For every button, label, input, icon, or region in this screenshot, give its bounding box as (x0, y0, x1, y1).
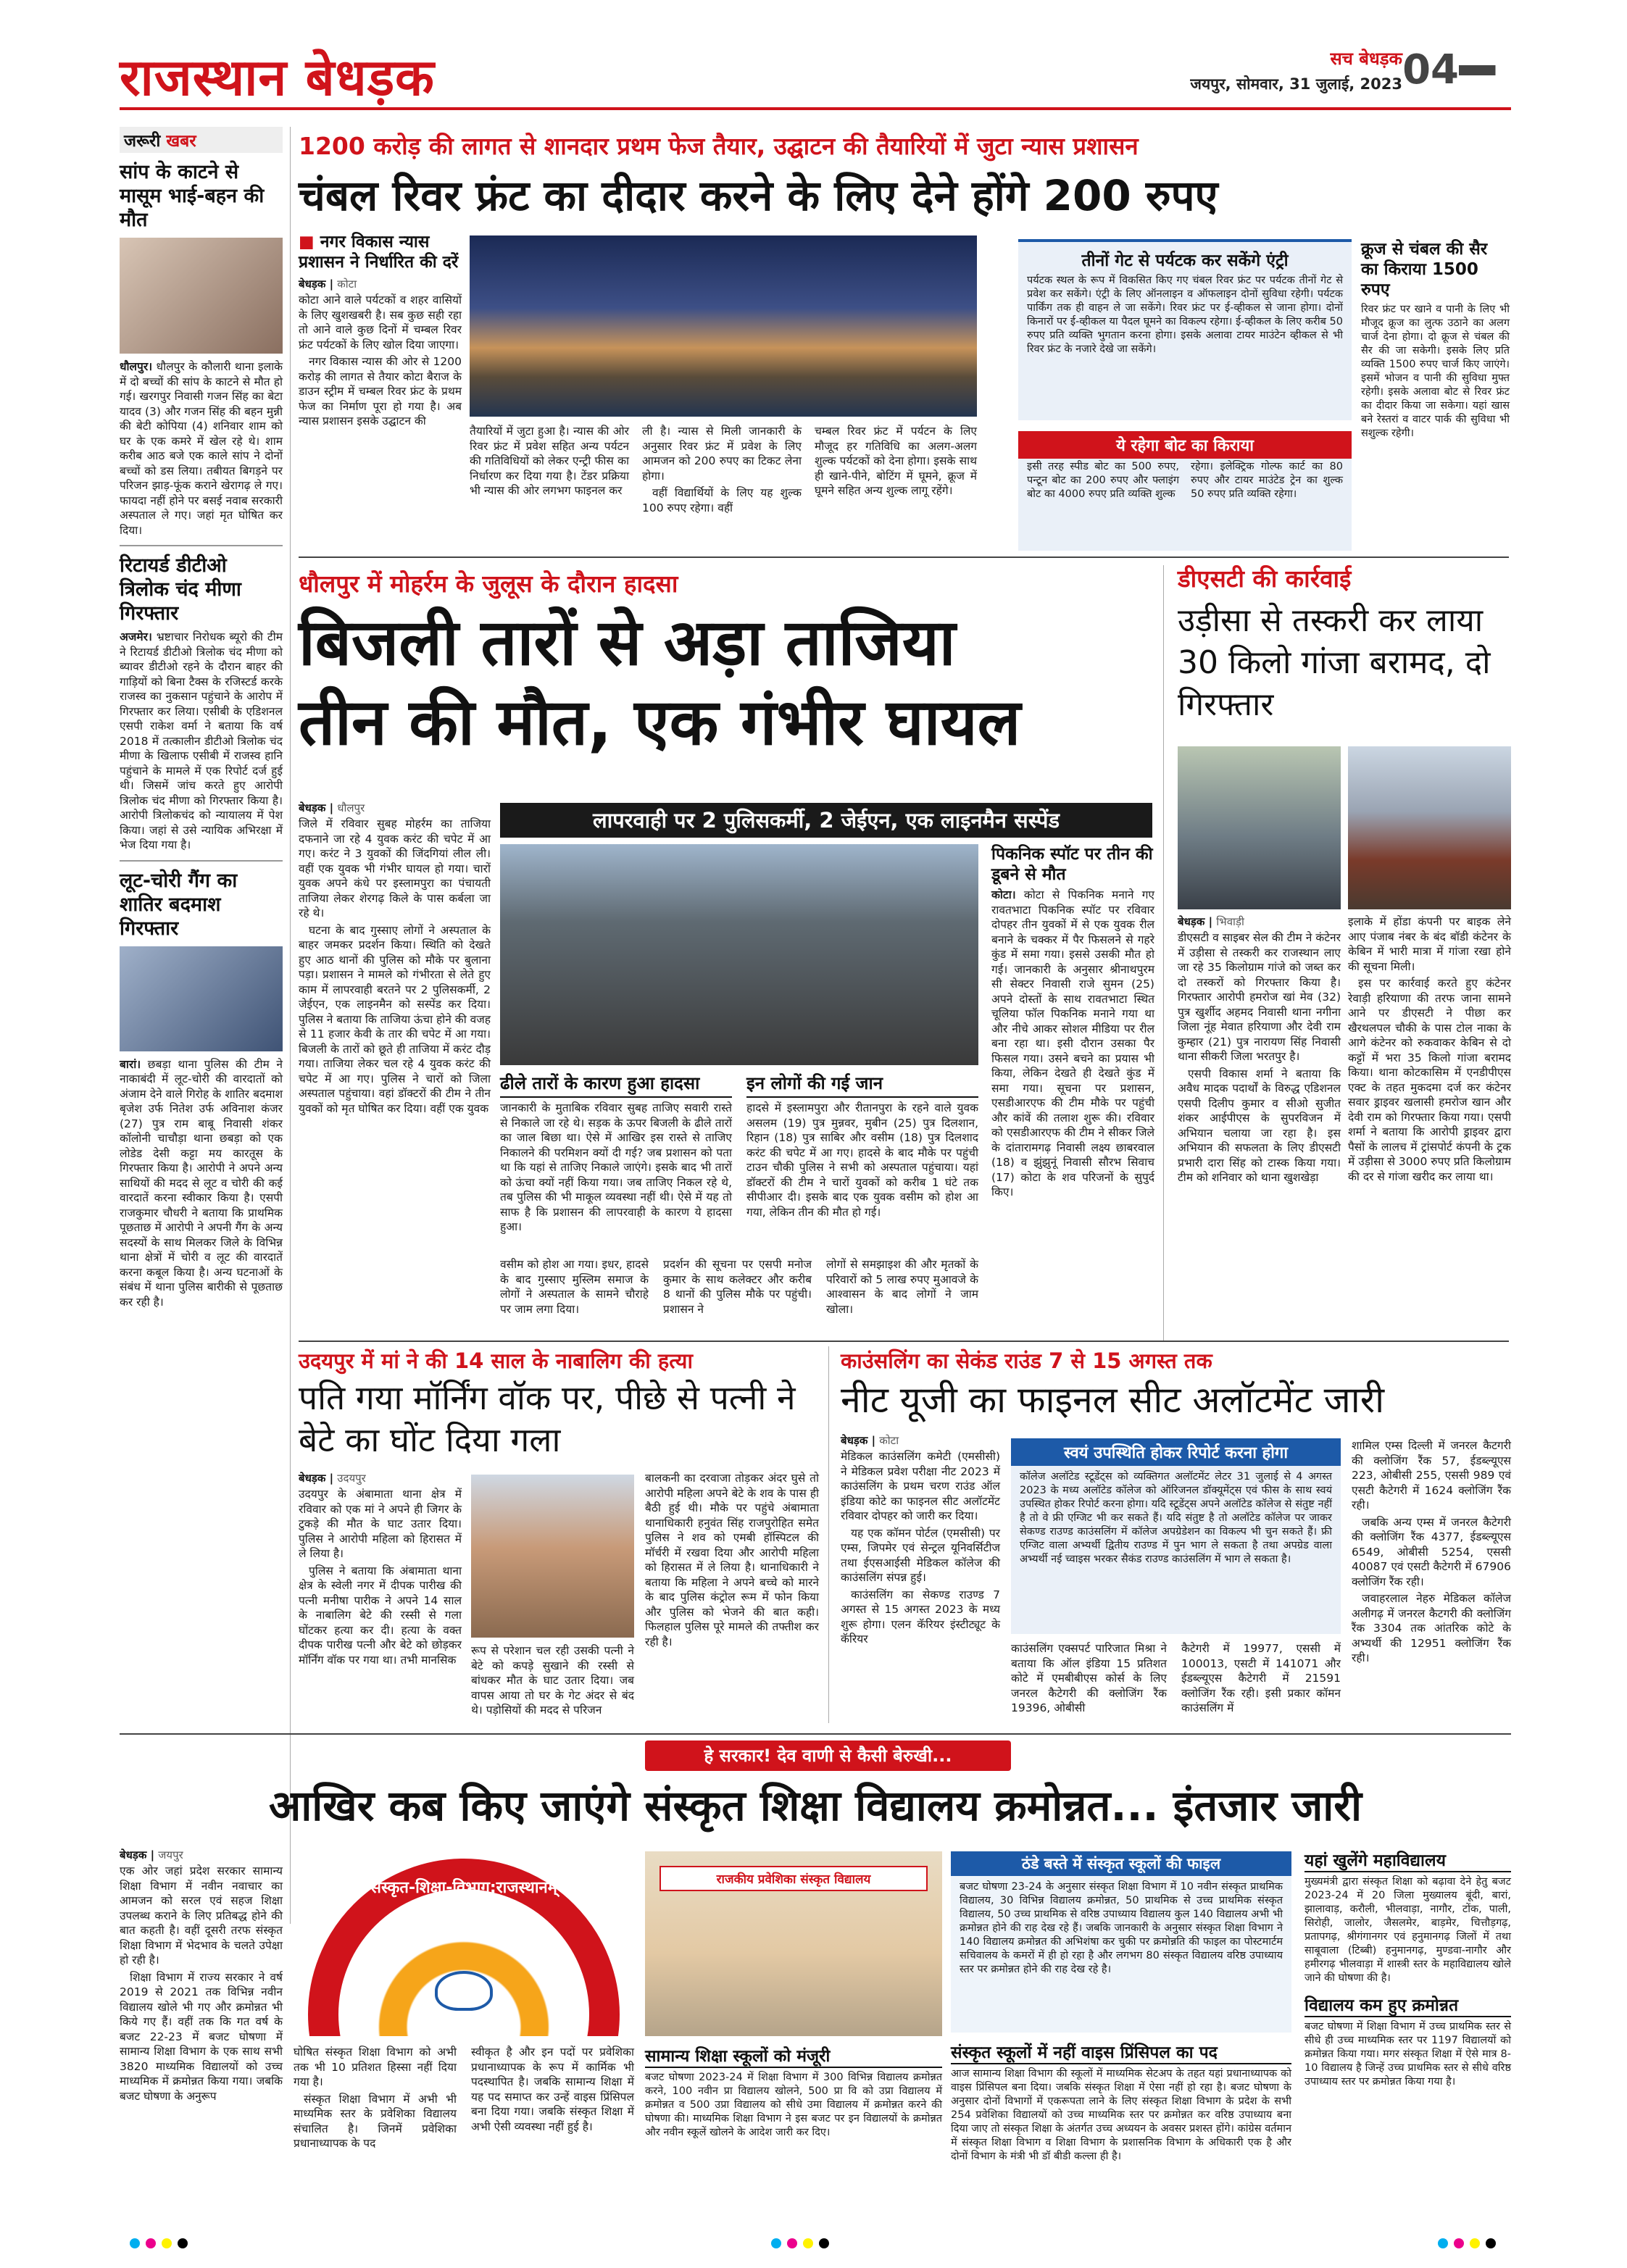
registration-dot (162, 2238, 172, 2248)
story2-side-text: कोटा से पिकनिक मनाने गए रावतभाटा पिकनिक स्पॉट पर रविवार दोपहर तीन युवकों में से एक युवक रील बनाने के चक्कर में पैर फिसलने से गहरे कुंड में समा गया। इससे उसकी मौत हो गई। जानकारी के अनुसार श्रीनाथपुरम सी सेक्टर निवासी राजे सुमन (25) अपने दोस्तों के साथ रावतभाटा स्थित चूलिया फॉल पिकनिक मनाने गया था और नीचे आकर सोशल मीडिया पर रील बना रहा था। इसी दौरान उसका पैर फिसल गया। उसने बचने का प्रयास भी किया, लेकिन देखते ही देखते कुंड में समा गया। सूचना पर प्रशासन, एसडीआरएफ की टीम मौके पर पहुंची और कांवें की तलाश शुरू की। रविवार को एसडीआरएफ की टीम ने सीकर जिले के दांतारामगढ़ निवासी लक्ष्य छाबरवाल (18) व झुंझुनूं निवासी सौरभ सिवाच (17) कोटा के शव परिजनों के सुपुर्द किए। (991, 888, 1154, 1198)
story2-headline-l2: तीन की मौत, एक गंभीर घायल (299, 685, 1021, 759)
story6-side-b-title: विद्यालय कम हुए क्रमोन्नत (1304, 1993, 1511, 2017)
story3-kicker: डीएसटी की कार्रवाई (1178, 564, 1352, 593)
masthead-tagline: सच बेधड़क (1330, 49, 1402, 69)
story2-b1: वसीम को होश आ गया। इधर, हादसे के बाद गुस्साए मुस्लिम समाज के लोगों ने अस्पताल के सामने चौराहे पर जाम लगा दिया। (500, 1258, 649, 1316)
sidebar-label-a: जरूरी (124, 132, 161, 151)
masthead (120, 43, 1511, 112)
story3-photo-truck (1348, 746, 1511, 909)
story2-sidebox (991, 844, 1154, 1202)
story2-side-place: कोटा। (991, 888, 1016, 901)
sidebar-story2-title: रिटायर्ड डीटीओ त्रिलोक चंद मीणा गिरफ्तार (120, 554, 241, 625)
sanskrit-logo-text: संस्कृत-शिक्षा-विभाग:राजस्थानम् (370, 1879, 557, 1897)
story2-sub1-title: ढीले तारों के कारण हुआ हादसा (500, 1071, 732, 1098)
story5-col-b1 (1011, 1641, 1167, 1718)
masthead-rule (120, 107, 1511, 110)
story2-sub2-body: हादसे में इस्लामपुरा और रीतानपुरा के रहने वाले युवक असलम (19) पुत्र मुन्नवर, मुबीन (25) पुत्र दिलशान, रिहान (18) पुत्र साबिर और वसीम (18) पुत्र दिलशाद करंट की चपेट में आ गए। हादसे के बाद मौके पर पहुंची टाउन चौकी पुलिस ने सभी को अस्पताल पहुंचाया। यहां डॉक्टरों की टीम ने चारों युवकों को करीब 1 घंटे तक सीपीआर दी। इसके बाद एक युवक वसीम को होश आ गया, लेकिन तीन की मौत हो गई। (746, 1101, 978, 1219)
story1-col4 (815, 424, 977, 501)
story2-col1 (299, 801, 491, 1118)
story4-p4: बालकनी का दरवाजा तोड़कर अंदर घुसे तो आरोपी महिला अपने बेटे के शव के पास ही बैठी हुई थी। मौके पर पहुंचे अंबामाता थानाधिकारी हनुवंत सिंह राजपुरोहित समेत पुलिस ने शव को एमबी हॉस्पिटल की मॉर्चरी में रखवा दिया और आरोपी महिला को हिरासत में ले लिया है। थानाधिकारी ने बताया कि महिला ने अपने बच्चे को मारने के बाद पुलिस कंट्रोल रूम में फोन किया और पुलिस को भेजने की बात कही। फिलहाल पुलिस पूरे मामले की तफ्तीश कर रही है। (645, 1472, 819, 1648)
story3-photo-arrest (1178, 746, 1341, 909)
story2-dateline: बेधड़क | धौलपुर (299, 801, 365, 814)
story6-top-rule (120, 1733, 1511, 1735)
story2-col-b1 (500, 1257, 649, 1319)
story1-box1 (1018, 239, 1352, 420)
story1-place: कोटा (337, 278, 357, 291)
story2-side-body (991, 888, 1154, 1200)
school-photo (645, 1851, 942, 2036)
registration-dot (1454, 2238, 1464, 2248)
story5-p8: जवाहरलाल नेहरु मेडिकल कॉलेज अलीगढ़ में जनरल कैटगरी की क्लोजिंग रैंक 3304 तक आंतरिक कोटे के अभ्यर्थी की 12951 क्लोजिंग रैंक रही। (1352, 1592, 1511, 1664)
story2-b2: प्रदर्शन की सूचना पर एसपी मनोज कुमार के साथ कलेक्टर और करीब 8 थानों की पुलिस मौके पर पहुंची। प्रशासन ने (663, 1258, 812, 1316)
sidebar-story3-body (120, 1057, 283, 1310)
story6-p3: घोषित संस्कृत शिक्षा विभाग को अभी तक भी 10 प्रतिशत हिस्सा नहीं दिया गया है। (294, 2046, 457, 2088)
story1-deck-text: नगर विकास न्यास प्रशासन ने निर्धारित की दरें (299, 233, 459, 272)
story4-house-photo (471, 1475, 634, 1638)
story3-p1: डीएसटी व साइबर सेल की टीम ने कंटेनर में उड़ीसा से तस्करी कर राजस्थान लाए जा रहे 35 किलोग्राम गांजे को जब्त कर दो तस्करों को गिरफ्तार किया है। गिरफ्तार आरोपी हमरोज खां मेव (32) पुत्र खुर्शीद अहमद निवासी थाना नगीना जिला नूंह मेवात हरियाणा और देवी राम कुम्हार (21) पुत्र नारायण सिंह निवासी थाना सीकरी जिला भरतपुर है। (1178, 931, 1341, 1063)
story6-side-a-title: यहां खुलेंगे महाविद्यालय (1304, 1848, 1511, 1872)
sidebar-column-rule (290, 127, 291, 1924)
story2-banner: लापरवाही पर 2 पुलिसकर्मी, 2 जेईएन, एक लाइनमैन सस्पेंड (500, 803, 1152, 838)
sidebar-story3-text: छबड़ा थाना पुलिस की टीम ने नाकाबंदी में लूट-चोरी की वारदातों को अंजाम देने वाले गिरोह के शातिर बदमाश बृजेश उर्फ नितेश उर्फ अविनाश कंजर (27) पुत्र राम बाबू निवासी शंकर कॉलोनी चाचौड़ा थाना छबड़ा को एक लोडेड देसी कट्टा मय कारतूस के गिरफ्तार किया है। आरोपी ने अपने अन्य साथियों की मदद से लूट व चोरी की कई वारदातें करना स्वीकार किया है। एसपी राजकुमार चौधरी ने बताया कि प्राथमिक पूछताछ में आरोपी ने अपनी गैंग के अन्य सदस्यों के साथ मिलकर जिले के विभिन्न थाना क्षेत्रों में चोरी व लूट की वारदातें करना कबूल किया है। अन्य घटनाओं के संबंध में थाना पुलिस बारीकी से पूछताछ कर रही है। (120, 1057, 283, 1309)
story4-p3: रूप से परेशान चल रही उसकी पत्नी ने बेटे को कपड़े सुखाने की रस्सी से बांधकर मौत के घाट उतार दिया। जब वापस आया तो घर के गेट अंदर से बंद थे। पड़ोसियों की मदद से परिजन (471, 1644, 634, 1717)
story4-story5-rule (828, 1346, 829, 1723)
story4-dateline: बेधड़क | उदयपुर (299, 1472, 366, 1485)
story2-crowd-photo (500, 844, 978, 1065)
sidebar-story3-title: लूट-चोरी गैंग का शातिर बदमाश गिरफ्तार (120, 869, 238, 940)
story6-side-b-body: बजट घोषणा में शिक्षा विभाग में उच्च प्राथमिक स्तर से सीधे ही उच्च माध्यमिक स्तर पर 1197 विद्यालयों को क्रमोन्नत किया गया। मगर संस्कृत शिक्षा में ऐसे मात्र 8-10 विद्यालय है जिन्हें उच्च प्राथमिक स्तर से सीधे वरिष्ठ उपाध्याय स्तर पर क्रमोन्नत किया गया है। (1304, 2021, 1511, 2088)
story2-sub1-body: जानकारी के मुताबिक रविवार सुबह ताजिए सवारी रास्ते से निकाले जा रहे थे। सड़क के ऊपर बिजली के ढीले तारों का जाल बिछा था। ऐसे में आखिर इस रास्ते से ताजिए निकालने की परमिशन क्यों दी गई? जब प्रशासन को पता था कि यहां से ताजिए निकाले जाएंगे। इसके बाद भी तारों को ऊंचा क्यों नहीं किया गया। जब ताजिए निकल रहे थे, तब पुलिस की भी माकूल व्यवस्था नहीं थी। ऐसे में यह तो साफ है कि प्रशासन की लापरवाही के कारण ये हादसा हुआ। (500, 1101, 732, 1233)
sidebar-label (120, 127, 283, 153)
story5-p4: काउंसलिंग एक्सपर्ट पारिजात मिश्रा ने बताया कि ऑल इंडिया 15 प्रतिशत कोटे में एमबीबीएस कोर्स के लिए जनरल कैटेगरी की क्लोजिंग रैंक 19396, ओबीसी (1011, 1642, 1167, 1714)
story6-box-a (951, 1851, 1291, 2033)
story2-kicker: धौलपुर में मोहर्रम के जुलूस के दौरान हादसा (299, 570, 678, 598)
story1-box2-body-b: रहेगा। इलेक्ट्रिक गोल्फ कार्ट का 80 रुपए और टायर माउंटेड ट्रेन का शुल्क 50 रुपए प्रति व्यक्ति रहेगा। (1191, 461, 1343, 500)
story6-p4: संस्कृत शिक्षा विभाग में अभी भी माध्यमिक स्तर के प्रवेशिका विद्यालय संचालित है। जिनमें प्रवेशिका प्रधानाध्यापक के पद (294, 2092, 457, 2150)
sidebar-story2-place: अजमेर। (120, 630, 152, 643)
story5-dateline: बेधड़क | कोटा (841, 1434, 899, 1447)
story3-byline: बेधड़क (1178, 915, 1205, 928)
pen-ornament (1459, 65, 1511, 75)
story6-col3 (471, 2045, 634, 2136)
registration-dot (787, 2238, 797, 2248)
story3-col2 (1348, 914, 1511, 1186)
story1-col1 (299, 232, 462, 431)
registration-dot (803, 2238, 813, 2248)
story2-byline: बेधड़क (299, 801, 326, 814)
story3-p2: एसपी विकास शर्मा ने बताया कि अवैध मादक पदार्थों के विरुद्ध एडिशनल एसपी दिलीप कुमार व सीओ सुजीत शंकर आईपीएस के सुपरविजन में अभियान चलाया जा रहा है। इस अभियान की सफलता के लिए डीएसटी प्रभारी दारा सिंह को टास्क किया गया। टीम को शनिवार को थाना खुशखेड़ा (1178, 1067, 1341, 1184)
registration-dot (178, 2238, 188, 2248)
registration-dot (1470, 2238, 1480, 2248)
story1-p4: ली है। न्यास से मिली जानकारी के अनुसार रिवर फ्रंट में प्रवेश के लिए आमजन को 200 रुपए का टिकट लेना होगा। (642, 425, 802, 483)
story1-box1-body: पर्यटक स्थल के रूप में विकसित किए गए चंबल रिवर फ्रंट पर पर्यटक तीनों गेट से प्रवेश कर सकेंगे। एंट्री के लिए ऑनलाइन व ऑफलाइन दोनों सुविधा रहेगी। पर्यटक पार्किंग तक ही वाहन ले जा सकेंगे। रिवर फ्रंट पर ई-व्हीकल से जाना होगा। दोनों किनारों पर ई-व्हीकल या पैदल घूमने का विकल्प रहेगा। ई-व्हीकल के लिए करीब 50 रुपए प्रति व्यक्ति भुगतान करना होगा। इसके अलावा टायर माउंटेन व्हीकल से भी रिवर फ्रंट के नजारे देखे जा सकेंगे। (1027, 275, 1343, 355)
registration-dot (819, 2238, 829, 2248)
school-sign: राजकीय प्रवेशिका संस्कृत विद्यालय (659, 1866, 928, 1891)
story1-p3: तैयारियों में जुटा हुआ है। न्यास की ओर रिवर फ्रंट में प्रवेश सहित अन्य पर्यटन की गतिविधियों को लेकर एन्ट्री फीस का निर्धारण कर दिया गया है। टेंडर प्रक्रिया भी न्यास की ओर लगभग फाइनल कर (470, 425, 629, 497)
sidebar-story3-photo (120, 946, 283, 1051)
story3-place: भिवाड़ी (1216, 915, 1244, 928)
registration-dot (1438, 2238, 1448, 2248)
story4-col2 (471, 1643, 634, 1720)
story5-p7: जबकि अन्य एम्स में जनरल कैटेगरी की क्लोजिंग रैंक 4377, ईडब्ल्यूएस 6549, ओबीसी 5254, एससी 40087 एवं एसटी कैटेगरी में 67906 क्लोजिंग रैंक रही। (1352, 1515, 1511, 1588)
story1-col3 (642, 424, 802, 517)
story1-kicker: 1200 करोड़ की लागत से शानदार प्रथम फेज तैयार, उद्घाटन की तैयारियों में जुटा न्यास प्रशासन (299, 132, 1139, 160)
story4-col1 (299, 1471, 462, 1669)
story4-kicker: उदयपुर में मां ने की 14 साल के नाबालिग की हत्या (299, 1348, 693, 1373)
story3-p3: इलाके में होंडा कंपनी पर बाइक लेने आए पंजाब नंबर के बंद बॉडी कंटेनर के केबिन में भारी मात्रा में गांजा रखा होने की सूचना मिली। (1348, 915, 1511, 973)
story1-box3 (1361, 239, 1510, 443)
story2-sub2 (746, 1071, 978, 1222)
story6-box-a-body: बजट घोषणा 23-24 के अनुसार संस्कृत शिक्षा विभाग में 10 नवीन संस्कृत प्राथमिक विद्यालय, 30 विभिन्न विद्यालय क्रमोन्नत, 50 प्राथमिक से उच्च प्राथमिक संस्कृत विद्यालय, 50 उच्च प्राथमिक से वरिष्ठ उपाध्याय विद्यालय कुल 140 विद्यालय अभी भी क्रमोन्नत होने की राह देख रहे हैं। जबकि जानकारी के अनुसार संस्कृत शिक्षा विभाग ने 140 विद्यालय क्रमोन्नत की अभिशंषा कर चुकी पर क्रमोन्नति की फाइल का पोस्टमार्टम सचिवालय के कमरों में ही हो रहा है और लगभग 80 संस्कृत विद्यालय वरिष्ठ उपाध्याय स्तर पर क्रमोन्नत होने की राह देख रहे है। (960, 1881, 1283, 1975)
story4-p1: उदयपुर के अंबामाता थाना क्षेत्र में रविवार को एक मां ने अपने ही जिगर के टुकड़े की मौत के घाट उतार दिया। पुलिस ने आरोपी महिला को हिरासत में ले लिया है। (299, 1488, 462, 1560)
story5-byline: बेधड़क (841, 1434, 868, 1447)
story1-p5: वहीं विद्यार्थियों के लिए यह शुल्क 100 रुपए रहेगा। वहीं (642, 486, 802, 514)
sidebar-story1-place: धौलपुर। (120, 360, 153, 373)
story1-box2-body-a: इसी तरह स्पीड बोट का 500 रुपए, पन्टून बोट का 200 रुपए और फ्लाइंग बोट का 4000 रुपए प्रति व्यक्ति शुल्क (1027, 461, 1179, 500)
story6-box-b-body: आज सामान्य शिक्षा विभाग की स्कूलों में माध्यमिक सेटअप के तहत यहां प्रधानाध्यापक को वाइस प्रिंसिपल बना दिया। जबकि संस्कृत शिक्षा में ऐसा नहीं हो रहा है। बजट घोषणा के अनुसार दोनों विभागों में एकरूपता लाने के लिए संस्कृत शिक्षा विभाग के प्रदेश के सभी 254 प्रवेशिका विद्यालयों को उच्च माध्यमिक स्तर पर क्रमोन्नत कर वरिष्ठ उपाध्याय बना दिया जाए तो संस्कृत शिक्षा के अंतर्गत उच्च अध्ययन के अवसर प्रशस्त होंगे। कांग्रेस वर्तमान में संस्कृत शिक्षा विभाग व शिक्षा विभाग के प्रशासनिक विभाग के अधिकारी एक है और दोनों विभाग के मंत्री भी डॉ बीडी कल्ला ही है। (951, 2068, 1291, 2162)
story2-bottom-rule (299, 1341, 1509, 1342)
story1-headline: चंबल रिवर फ्रंट का दीदार करने के लिए देने होंगे 200 रुपए (299, 171, 1218, 220)
story5-p3: काउंसलिंग का सेकण्ड राउण्ड 7 अगस्त से 15 अगस्त 2023 के मध्य शुरू होगा। एलन कॅरियर इंस्टीट्यूट के कॅरियर (841, 1588, 1000, 1646)
registration-dot (771, 2238, 781, 2248)
story2-sub1 (500, 1071, 732, 1237)
story5-box (1011, 1438, 1341, 1634)
story6-headline: आखिर कब किए जाएंगे संस्कृत शिक्षा विद्यालय क्रमोन्नत... इंतजार जारी (268, 1781, 1362, 1830)
story2-side-title: पिकनिक स्पॉट पर तीन की डूबने से मौत (991, 845, 1153, 884)
story5-box-body: कॉलेज अलॉटेड स्टूडेंट्स को व्यक्तिगत अलॉटमेंट लेटर 31 जुलाई से 4 अगस्त 2023 के मध्य अलॉटेड कॉलेज को ऑरिजनल डॉक्यूमेंट्स एवं फीस के साथ स्वयं उपस्थित होकर रिपोर्ट करना होगा। यदि स्टूडेंट्स अपने अलॉटेड कॉलेज से संतुष्ट नहीं है तो वे फ्री एग्जिट भी कर सकते हैं। यदि संतुष्ट है तो अलॉटेड कॉलेज पर जाकर सेकण्ड राउण्ड काउंसलिंग में कॉलेज अपग्रेडेशन का विकल्प भी चुन सकते हैं। फ्री एग्जिट वाला अभ्यर्थी द्वितीय राउण्ड में पुन भाग ले सकता है तथा अपग्रेड वाला अभ्यर्थी नई च्वाइस भरकर सैकंड राउण्ड काउंसलिंग में भाग ले सकता है। (1020, 1471, 1332, 1565)
story1-dateline: बेधड़क | कोटा (299, 278, 357, 291)
registration-dot (146, 2238, 156, 2248)
story6-mid-title: सामान्य शिक्षा स्कूलों को मंजूरी (645, 2043, 942, 2068)
story6-byline: बेधड़क (120, 1848, 147, 1861)
story5-col3 (1352, 1438, 1511, 1668)
story4-place: उदयपुर (337, 1472, 366, 1485)
page-number: 04 (1402, 46, 1459, 93)
sidebar-story2-body (120, 630, 283, 853)
story1-box3-title: क्रूज से चंबल की सैर का किराया 1500 रुपए (1361, 240, 1488, 299)
story3-headline: उड़ीसा से तस्करी कर लाया 30 किलो गांजा बरामद, दो गिरफ्तार (1178, 602, 1491, 723)
story6-box-b-title: संस्कृत स्कूलों में नहीं वाइस प्रिंसिपल का पद (951, 2040, 1291, 2064)
story2-headline-l1: बिजली तारों से अड़ा ताजिया (299, 605, 956, 680)
story6-p2: शिक्षा विभाग में राज्य सरकार ने वर्ष 2019 से 2021 तक विभिन्न नवीन विद्यालय खोले भी गए और क्रमोन्नत भी किये गए हैं। वहीं तक कि गत वर्ष के बजट 22-23 में बजट घोषणा में सामान्य शिक्षा विभाग के एक साथ सभी 3820 माध्यमिक विद्यालयों को उच्च माध्यमिक में क्रमोन्नत किया गया। जबकि बजट घोषणा के अनुरूप (120, 1970, 283, 2103)
story6-side-a-body: मुख्यमंत्री द्वारा संस्कृत शिक्षा को बढ़ावा देने हेतु बजट 2023-24 में 20 जिला मुख्यालय बूंदी, बारां, झालावाड़, करौली, भीलवाड़ा, नागौर, टोंक, पाली, सिरोही, जालोर, जैसलमेर, बाड़मेर, चित्तौड़गढ़, प्रतापगढ़, श्रीगंगानगर एवं हनुमानगढ़ जिलों में तथा साबूवाला (टिब्बी) हनुमानगढ़, मुण्डवा-नागौर और हमीरगढ़ भीलवाड़ा में शास्त्री स्तर के महाविद्यालय खोले जाने की घोषणा की है। (1304, 1876, 1511, 1984)
story2-place: धौलपुर (337, 801, 365, 814)
registration-dot (130, 2238, 140, 2248)
masthead-logo: राजस्थान बेधड़क (120, 48, 435, 107)
story4-p2: पुलिस ने बताया कि अंबामाता थाना क्षेत्र के स्वेली नगर में दीपक पारीख की पत्नी मनीषा पारीक ने अपने 14 साल के नाबालिग बेटे की रस्सी से गला घोंटकर हत्या कर दी। हत्या के वक्त दीपक पारीख पत्नी और बेटे को छोड़कर मॉर्निंग वॉक पर गया था। तभी मानसिक (299, 1564, 462, 1667)
story2-b3: लोगों से समझाइश की और मृतकों के परिवारों को 5 लाख रुपए मुआवजे के आश्वासन के बाद लोगों ने जाम खोला। (826, 1258, 978, 1316)
story1-box3-body: रिवर फ्रंट पर खाने व पानी के लिए भी मौजूद क्रूज का लुत्फ उठाने का अलग चार्ज देना होगा। दो क्रूज से चंबल की सैर की जा सकेगी। इसके लिए प्रति व्यक्ति 1500 रुपए चार्ज किए जाएंगे। इसमें भोजन व पानी की सुविधा मुफ्त रहेगी। इसके अलावा बोट से रिवर फ्रंट का दीदार किया जा सकेगा। यहां खास बने रेस्तरां व वाटर पार्क की सुविधा भी सशुल्क रहेगी। (1361, 304, 1510, 439)
story6-mid (645, 2043, 942, 2142)
story6-side (1304, 1848, 1511, 2091)
registration-marks-left (127, 2238, 191, 2251)
sidebar (120, 127, 283, 1985)
sidebar-story2-text: भ्रष्टाचार निरोधक ब्यूरो की टीम ने रिटायर्ड डीटीओ त्रिलोक चंद मीणा को ब्यावर डीटीओ रहने के दौरान बाहर की गाड़ियों को बिना टैक्स के रजिस्टर्ड करके राजस्व का नुकसान पहुंचाने के आरोप में गिरफ्तार कर लिया। एसीबी के एडिशनल एसपी राकेश वर्मा ने बताया कि वर्ष 2018 में तत्कालीन डीटीओ त्रिलोक चंद मीणा के खिलाफ एसीबी में राजस्व हानि पहुंचाने के मामले में एक रिपोर्ट दर्ज हुई थी। जिसमें जांच करते हुए आरोपी त्रिलोक चंद मीणा को गिरफ्तार किया है। आरोपी त्रिलोकचंद को न्यायालय में पेश किया। जहां से उसे न्यायिक अभिरक्षा में भेज दिया गया है। (120, 630, 283, 851)
registration-marks-right (1435, 2238, 1499, 2251)
sidebar-divider (120, 545, 283, 546)
story6-mid-body: बजट घोषणा 2023-24 में शिक्षा विभाग में 300 विभिन्न विद्यालय क्रमोन्नत करने, 100 नवीन प्रा विद्यालय खोलने, 500 प्रा वि को उप्रा विद्यालय में क्रमोन्नत व 500 उप्रा विद्यालय को सीधे उमा विद्यालय में क्रमोन्नत करने की घोषणा की। माध्यमिक शिक्षा विभाग ने इस बजट पर इन विद्यालयों के क्रमोन्नत और नवीन स्कूलें खोलने के आदेश जारी कर दिए। (645, 2072, 942, 2138)
sidebar-story3-place: बारां। (120, 1057, 141, 1071)
story1-bottom-rule (299, 556, 1509, 558)
story2-col-b3 (826, 1257, 978, 1319)
sidebar-label-b: खबर (166, 132, 196, 151)
story1-box2-title: ये रहेगा बोट का किराया (1018, 431, 1352, 459)
sidebar-divider (120, 860, 283, 862)
story1-box2 (1018, 431, 1352, 551)
story6-col1 (120, 1848, 283, 2106)
story1-deck: ■ नगर विकास न्यास प्रशासन ने निर्धारित की दरें (299, 233, 459, 272)
story5-p6: शामिल एम्स दिल्ली में जनरल कैटगरी की क्लोजिंग रैंक 57, ईडब्ल्यूएस 223, ओबीसी 255, एससी 989 एवं एसटी कैटेगरी में 1624 क्लोजिंग रैंक रही। (1352, 1439, 1511, 1512)
story6-dateline: बेधड़क | जयपुर (120, 1848, 183, 1861)
sidebar-story1-title: सांप के काटने से मासूम भाई-बहन की मौत (120, 161, 265, 231)
story5-col-b2 (1181, 1641, 1341, 1718)
sidebar-story1-body (120, 359, 283, 538)
story1-p6: चम्बल रिवर फ्रंट में पर्यटन के लिए मौजूद हर गतिविधि का अलग-अलग शुल्क पर्यटकों को देना होगा। इसके साथ ही खाने-पीने, बोटिंग में घूमने, क्रूज में घूमने सहित अन्य शुल्क लागू रहेंगे। (815, 425, 977, 497)
story6-place: जयपुर (158, 1848, 183, 1861)
story3-dateline: बेधड़क | भिवाड़ी (1178, 915, 1244, 928)
story3-col1 (1178, 914, 1341, 1188)
story6-box-b (951, 2040, 1291, 2217)
story1-byline: बेधड़क (299, 278, 326, 291)
story5-box-title: स्वयं उपस्थिति होकर रिपोर्ट करना होगा (1011, 1438, 1341, 1466)
story5-p5: कैटेगरी में 19977, एससी में 100013, एसटी में 141071 और ईडब्ल्यूएस कैटेगरी में 21591 क्लोजिंग रैंक रही। इसी प्रकार कॉमन काउंसलिंग में (1181, 1642, 1341, 1714)
story1-p1: कोटा आने वाले पर्यटकों व शहर वासियों के लिए खुशखबरी है। सब कुछ सही रहा तो आने वाले कुछ दिनों में चम्बल रिवर फ्रंट पर्यटकों के लिए खोल दिया जाएगा। (299, 293, 462, 351)
sanskrit-logo (294, 1851, 634, 2036)
story2-sub2-title: इन लोगों की गई जान (746, 1071, 978, 1098)
story3-p4: इस पर कार्रवाई करते हुए कंटेनर रेवाड़ी हरियाणा की तरफ जाना सामने आने पर डीएसटी ने पीछा कर खैरथलपल चौकी के पास टोल नाका के आगे कंटेनर को रुकवाकर केबिन से दो कट्टों में भरा 35 किलो गांजा बरामद किया। थाना कोटकासिम में एनडीपीएस एक्ट के तहत मुकदमा दर्ज कर कंटेनर सवार ड्राइवर खलासी हमरोज खान और देवी राम को गिरफ्तार किया गया। एसपी शर्मा ने बताया कि आरोपी ड्राइवर द्वारा पैसों के लालच में ट्रांसपोर्ट कंपनी के ट्रक में उड़ीसा से 3000 रुपए प्रति किलोग्राम की दर से गांजा खरीद कर लाया था। (1348, 977, 1511, 1183)
story6-p1: एक ओर जहां प्रदेश सरकार सामान्य शिक्षा विभाग में नवीन नवाचार का आमजन को सरल एवं सहज शिक्षा उपलब्ध कराने के लिए प्रतिबद्ध होने की बात कहती है। वहीं दूसरी तरफ संस्कृत शिक्षा विभाग में भेदभाव के चलते उपेक्षा हो रही है। (120, 1864, 283, 1967)
story1-p2: नगर विकास न्यास की ओर से 1200 करोड़ की लागत से तैयार कोटा बैराज के डाउन स्ट्रीम में चम्बल रिवर फ्रंट के प्रथम फेज का निर्माण पूरा हो गया है। अब न्यास प्रशासन इसके उद्घाटन की (299, 355, 462, 428)
story4-headline: पति गया मॉर्निंग वॉक पर, पीछे से पत्नी ने बेटे का घोंट दिया गला (299, 1378, 796, 1459)
story6-p5: स्वीकृत है और इन पदों पर प्रवेशिका प्रधानाध्यापक के रूप में कार्मिक भी पदस्थापित है। जबकि सामान्य शिक्षा में यह पद समाप्त कर उन्हें वाइस प्रिंसिपल बना दिया गया। जबकि संस्कृत शिक्षा में अभी ऐसी व्यवस्था नहीं हुई है। (471, 2046, 634, 2133)
story6-kicker: हे सरकार! देव वाणी से कैसी बेरुखी... (645, 1740, 1011, 1771)
story5-p2: यह एक कॉमन पोर्टल (एमसीसी) पर एम्स, जिपमेर एवं सेन्ट्रल यूनिवर्सिटीज तथा ईएसआईसी मेडिकल कॉलेज की काउंसलिंग संपन्न हुई। (841, 1526, 1000, 1584)
registration-marks-center (768, 2238, 832, 2251)
sidebar-story1-text: धौलपुर के कौलारी थाना इलाके में दो बच्चों की सांप के काटने से मौत हो गई। खरगपुर निवासी गजन सिंह का बेटा यादव (3) और गजन सिंह की बहन मुन्नी की बेटी कोपिया (4) शनिवार शाम को घर के एक कमरे में खेल रहे थे। शाम करीब आठ बजे एक काले सांप ने दोनों बच्चों को डस लिया। तबीयत बिगड़ने पर परिजन झाड़-फूंक कराने खेरागढ़ ले गए। फायदा नहीं होने पर बसई नवाब सरकारी अस्पताल ले गए। जहां मृत घोषित कर दिया। (120, 360, 283, 537)
story5-headline: नीट यूजी का फाइनल सीट अलॉटमेंट जारी (841, 1379, 1385, 1421)
story5-col1 (841, 1433, 1000, 1649)
swan-icon (435, 1971, 493, 2011)
story6-col2 (294, 2045, 457, 2154)
registration-dot (1486, 2238, 1496, 2248)
story2-story3-rule (1163, 565, 1164, 1341)
story6-box-a-title: ठंडे बस्ते में संस्कृत स्कूलों की फाइल (951, 1851, 1291, 1876)
story1-box1-title: तीनों गेट से पर्यटक कर सकेंगे एंट्री (1081, 251, 1289, 270)
story2-p2: घटना के बाद गुस्साए लोगों ने अस्पताल के बाहर जमकर प्रदर्शन किया। स्थिति को देखते हुए आठ थानों की पुलिस को मौके पर बुलाना पड़ा। प्रशासन ने मामले को गंभीरता से लेते हुए काम में लापरवाही बरतने पर 2 पुलिसकर्मी, 2 जेईएन, एक लाइनमैन को सस्पेंड कर दिया। पुलिस ने बताया कि ताजिया ऊंचा होने की वजह से 11 हजार केवी के तार की चपेट में आ गया। बिजली के तारों को छूते ही ताजिया में करंट दौड़ गया। ताजिया लेकर चल रहे 4 युवक करंट की चपेट में आ गए। पुलिस ने चारों को जिला अस्पताल पहुंचाया। वहां डॉक्टरों की टीम ने तीन युवकों को मृत घोषित कर दिया। वहीं एक युवक (299, 923, 491, 1115)
masthead-dateline: जयपुर, सोमवार, 31 जुलाई, 2023 (1190, 75, 1402, 93)
story4-col3 (645, 1471, 819, 1651)
story5-place: कोटा (879, 1434, 899, 1447)
story5-kicker: काउंसलिंग का सेकंड राउंड 7 से 15 अगस्त तक (841, 1348, 1212, 1373)
story4-byline: बेधड़क (299, 1472, 326, 1485)
sidebar-story1-photo (120, 238, 283, 354)
story1-photo (470, 235, 977, 417)
story2-p1: जिले में रविवार सुबह मोहर्रम का ताजिया दफनाने जा रहे 4 युवक करंट की चपेट में आ गए। करंट ने 3 युवकों की जिंदगियां लील ली। वहीं एक युवक भी गंभीर घायल हो गया। चारों युवक अपने कंधे पर इस्लामपुरा का पंचायती ताजिया लेकर शेरगढ़ किले के पास कर्बला जा रहे थे। (299, 817, 491, 920)
story2-col-b2 (663, 1257, 812, 1319)
story1-col2 (470, 424, 629, 501)
story5-p1: मेडिकल काउंसलिंग कमेटी (एमसीसी) ने मेडिकल प्रवेश परीक्षा नीट 2023 में काउंसलिंग के प्रथम चरण राउंड ऑल इंडिया कोटे का फाइनल सीट अलॉटमेंट रविवार दोपहर को जारी कर दिया। (841, 1450, 1000, 1522)
